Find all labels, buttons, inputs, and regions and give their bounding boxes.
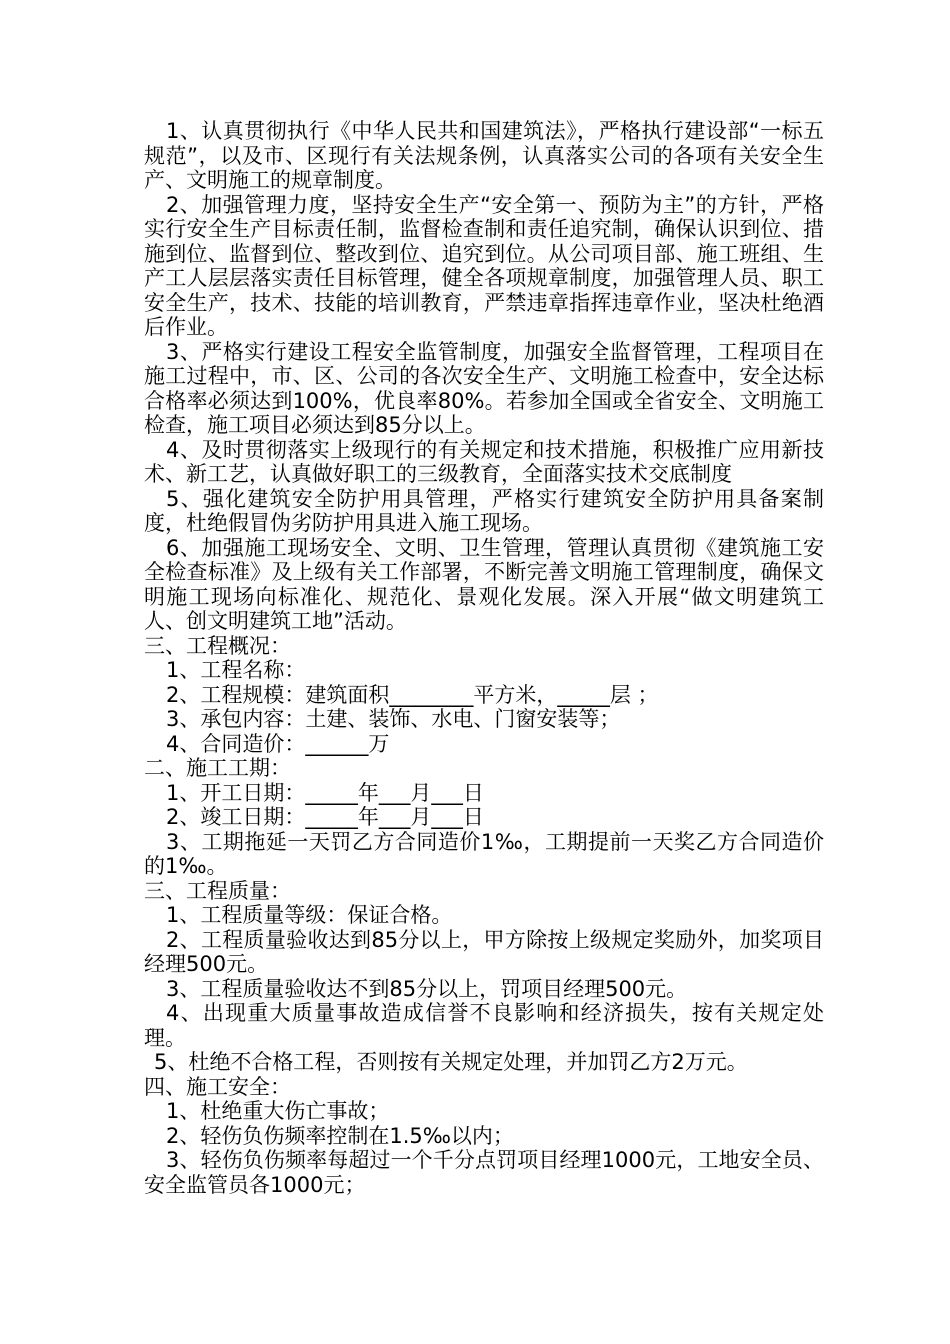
quality-reward-line: 2、工程质量验收达到85分以上，甲方除按上级规定奖励外，加奖项目经理500元。 xyxy=(144,927,824,976)
contract-scope-line: 3、承包内容：土建、装饰、水电、门窗安装等； xyxy=(166,707,621,731)
paragraph-6: 6、加强施工现场安全、文明、卫生管理，管理认真贯彻《建筑施工安全检查标准》及上级有关工作部署，不断完善文明施工管理制度，确保文明施工现场向标准化、规范化、景观化发展。深入开展“做文明建筑工人、创文明建筑工地”活动。 xyxy=(144,535,824,633)
quality-penalty-line: 3、工程质量验收达不到85分以上，罚项目经理500元。 xyxy=(166,976,688,1001)
section-heading-project-overview: 三、工程概况： xyxy=(144,633,291,658)
section-heading-quality: 三、工程质量： xyxy=(144,878,291,903)
start-date-line: 1、开工日期：_____年___月___日 xyxy=(166,780,484,805)
paragraph-3: 3、严格实行建设工程安全监管制度，加强安全监督管理，工程项目在施工过程中，市、区、公司的各次安全生产、文明施工检查中，安全达标合格率必须达到100%，优良率80%。若参加全国或全省安全、文明施工检查，施工项目必须达到85分以上。 xyxy=(144,339,824,437)
section-heading-schedule: 二、施工工期： xyxy=(144,756,291,780)
quality-level-line: 1、工程质量等级：保证合格。 xyxy=(166,903,453,927)
quality-accident-line: 4、出现重大质量事故造成信誉不良影响和经济损失，按有关规定处理。 xyxy=(144,1001,824,1050)
unqualified-work-line: 5、杜绝不合格工程，否则按有关规定处理，并加罚乙方2万元。 xyxy=(154,1050,748,1074)
paragraph-4: 4、及时贯彻落实上级现行的有关规定和技术措施，积极推广应用新技术、新工艺，认真做好职工的三级教育，全面落实技术交底制度 xyxy=(144,437,824,486)
section-heading-safety: 四、施工安全： xyxy=(144,1074,291,1099)
paragraph-5: 5、强化建筑安全防护用具管理，严格实行建筑安全防护用具备案制度，杜绝假冒伪劣防护用具进入施工现场。 xyxy=(144,486,824,535)
schedule-penalty-line: 3、工期拖延一天罚乙方合同造价1‰，工期提前一天奖乙方合同造价的1‰。 xyxy=(144,829,824,878)
safety-item-3: 3、轻伤负伤频率每超过一个千分点罚项目经理1000元，工地安全员、安全监管员各1000元； xyxy=(144,1148,824,1197)
safety-item-1: 1、杜绝重大伤亡事故； xyxy=(166,1099,390,1123)
paragraph-2: 2、加强管理力度，坚持安全生产“安全第一、预防为主”的方针，严格实行安全生产目标责任制，监督检查制和责任追究制，确保认识到位、措施到位、监督到位、整改到位、追究到位。从公司项目部、施工班组、生产工人层层落实责任目标管理，健全各项规章制度，加强管理人员、职工安全生产，技术、技能的培训教育，严禁违章指挥违章作业，坚决杜绝酒后作业。 xyxy=(144,192,824,339)
project-name-line: 1、工程名称： xyxy=(166,658,306,682)
paragraph-1: 1、认真贯彻执行《中华人民共和国建筑法》，严格执行建设部“一标五规范”，以及市、区现行有关法规条例，认真落实公司的各项有关安全生产、文明施工的规章制度。 xyxy=(144,119,824,192)
contract-price-line: 4、合同造价：______万 xyxy=(166,731,390,756)
document-body xyxy=(144,119,824,1197)
completion-date-line: 2、竣工日期：_____年___月___日 xyxy=(166,805,484,829)
safety-item-2: 2、轻伤负伤频率控制在1.5‰以内； xyxy=(166,1123,514,1148)
project-scale-line: 2、工程规模：建筑面积________平方米，_____层 ； xyxy=(166,682,659,707)
